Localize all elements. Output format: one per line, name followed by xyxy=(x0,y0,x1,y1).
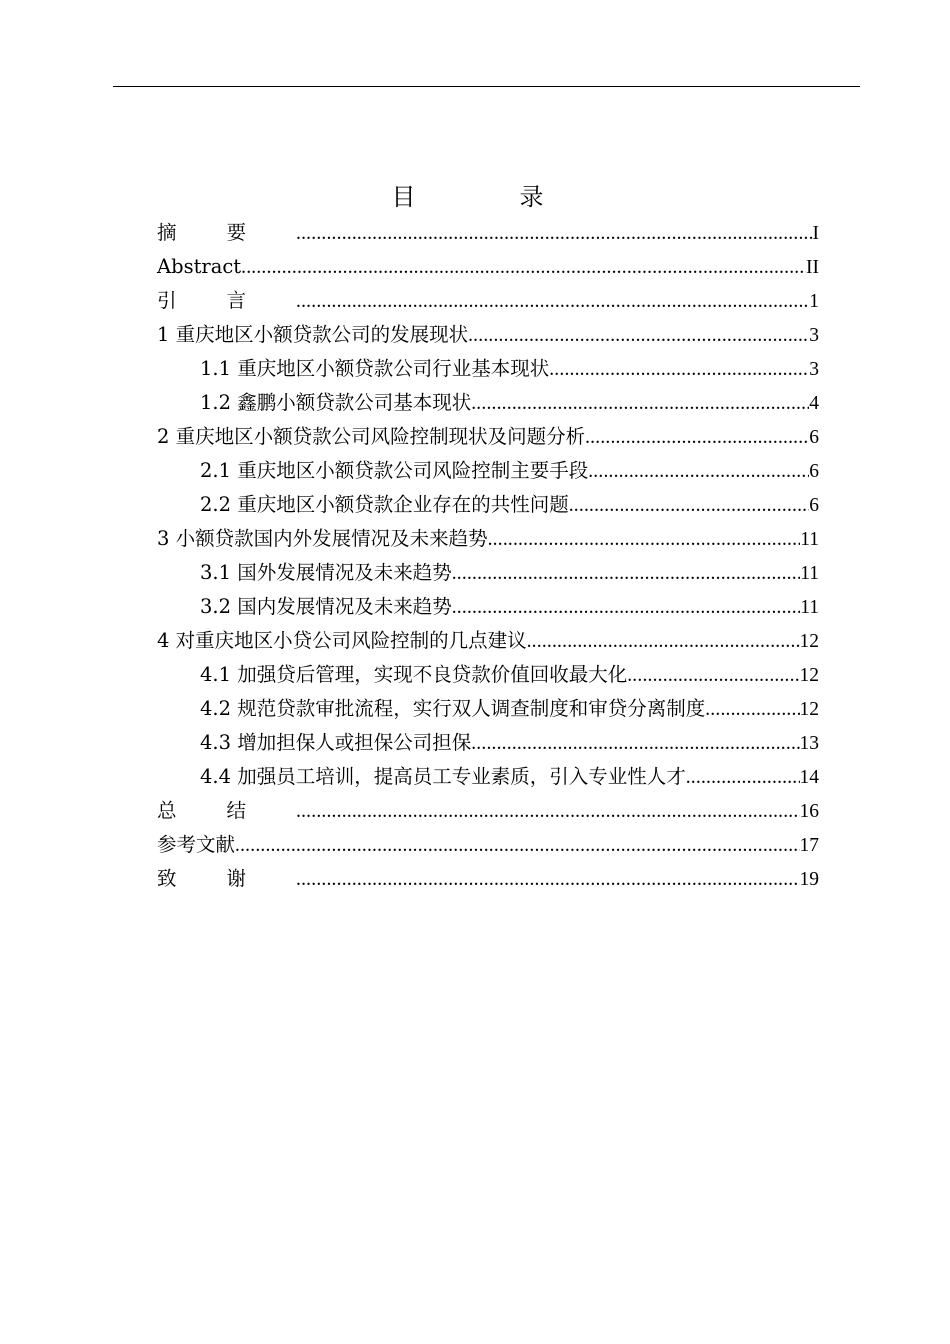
toc-entry[interactable] xyxy=(157,556,819,590)
toc-page-number: 16 xyxy=(799,801,819,822)
toc-entry-title: 3 小额贷款国内外发展情况及未来趋势 xyxy=(157,527,488,550)
toc-page-number: 1 xyxy=(809,291,819,312)
toc-dot-leader xyxy=(241,251,806,285)
toc-dot-leader xyxy=(471,727,799,761)
toc-entry[interactable] xyxy=(157,658,819,692)
toc-entry[interactable] xyxy=(157,726,819,760)
toc-dot-leader xyxy=(588,455,809,489)
toc-page-number: 6 xyxy=(809,495,819,516)
toc-page-number: 11 xyxy=(800,563,819,584)
toc-entry-title: 1 重庆地区小额贷款公司的发展现状 xyxy=(157,323,469,346)
toc-entry[interactable] xyxy=(157,590,819,624)
toc-entry-title: 4.3 增加担保人或担保公司担保 xyxy=(200,731,472,754)
toc-dot-leader xyxy=(452,557,801,591)
toc-dot-leader xyxy=(452,591,801,625)
toc-title: 目 录 xyxy=(391,183,584,211)
toc-entry-title: 3.2 国内发展情况及未来趋势 xyxy=(200,595,452,618)
toc-dot-leader xyxy=(527,625,800,659)
toc-page-number: 6 xyxy=(809,427,819,448)
toc-dot-leader xyxy=(686,761,800,795)
toc-page-number: 11 xyxy=(800,529,819,550)
toc-entry-title: 总结 xyxy=(157,799,297,822)
toc-page-number: 11 xyxy=(800,597,819,618)
toc-entry[interactable] xyxy=(157,522,819,556)
toc-dot-leader xyxy=(569,489,810,523)
toc-page-number: 13 xyxy=(799,733,819,754)
toc-dot-leader xyxy=(296,795,799,829)
toc-page-number: 6 xyxy=(809,461,819,482)
toc-dot-leader xyxy=(549,353,809,387)
toc-dot-leader xyxy=(296,217,812,251)
toc-entry-title: 摘要 xyxy=(157,221,297,244)
toc-page-number: II xyxy=(806,257,819,278)
toc-entry-title: 4.2 规范贷款审批流程，实行双人调查制度和审贷分离制度 xyxy=(200,697,706,720)
toc-entry-title: 4.4 加强员工培训，提高员工专业素质，引入专业性人才 xyxy=(200,765,686,788)
toc-page-number: 12 xyxy=(799,665,819,686)
toc-entry-title: 4.1 加强贷后管理，实现不良贷款价值回收最大化 xyxy=(200,663,628,686)
toc-entry[interactable] xyxy=(157,692,819,726)
toc-entry-title: Abstract xyxy=(157,255,242,278)
toc-dot-leader xyxy=(235,829,799,863)
toc-dot-leader xyxy=(705,693,799,727)
toc-page-number: 12 xyxy=(799,631,819,652)
toc-page-number: 4 xyxy=(809,393,819,414)
toc-page-number: I xyxy=(812,223,819,244)
toc-entry-title: 4 对重庆地区小贷公司风险控制的几点建议 xyxy=(157,629,527,652)
toc-entry[interactable] xyxy=(157,828,819,862)
toc-page-number: 19 xyxy=(799,869,819,890)
toc-entry-title: 1.2 鑫鹏小额贷款公司基本现状 xyxy=(200,391,472,414)
toc-entry[interactable] xyxy=(157,794,819,828)
toc-entry-title: 参考文献 xyxy=(157,833,236,856)
toc-entry[interactable] xyxy=(157,862,819,896)
toc-entry[interactable] xyxy=(157,216,819,250)
toc-dot-leader xyxy=(296,863,799,897)
toc-entry-title: 3.1 国外发展情况及未来趋势 xyxy=(200,561,452,584)
toc-dot-leader xyxy=(296,285,809,319)
toc-entry[interactable] xyxy=(157,386,819,420)
toc-entry[interactable] xyxy=(157,318,819,352)
toc-entry-title: 2.1 重庆地区小额贷款公司风险控制主要手段 xyxy=(200,459,589,482)
toc-dot-leader xyxy=(585,421,809,455)
toc-entry[interactable] xyxy=(157,250,819,284)
header-rule xyxy=(113,86,860,87)
toc-entry[interactable] xyxy=(157,420,819,454)
toc-entry[interactable] xyxy=(157,284,819,318)
toc-page-number: 14 xyxy=(799,767,819,788)
toc-dot-leader xyxy=(468,319,809,353)
toc-entry[interactable] xyxy=(157,488,819,522)
toc-entry[interactable] xyxy=(157,454,819,488)
toc-entry[interactable] xyxy=(157,760,819,794)
toc-page-number: 3 xyxy=(809,325,819,346)
toc-dot-leader xyxy=(488,523,801,557)
toc-page-number: 12 xyxy=(799,699,819,720)
toc-page-number: 3 xyxy=(809,359,819,380)
table-of-contents xyxy=(157,216,819,896)
toc-entry-title: 1.1 重庆地区小额贷款公司行业基本现状 xyxy=(200,357,550,380)
toc-dot-leader xyxy=(471,387,809,421)
toc-entry-title: 致谢 xyxy=(157,867,297,890)
toc-entry-title: 引言 xyxy=(157,289,297,312)
toc-dot-leader xyxy=(627,659,799,693)
toc-entry[interactable] xyxy=(157,352,819,386)
toc-page-number: 17 xyxy=(799,835,819,856)
toc-entry-title: 2 重庆地区小额贷款公司风险控制现状及问题分析 xyxy=(157,425,586,448)
toc-entry[interactable] xyxy=(157,624,819,658)
toc-entry-title: 2.2 重庆地区小额贷款企业存在的共性问题 xyxy=(200,493,569,516)
